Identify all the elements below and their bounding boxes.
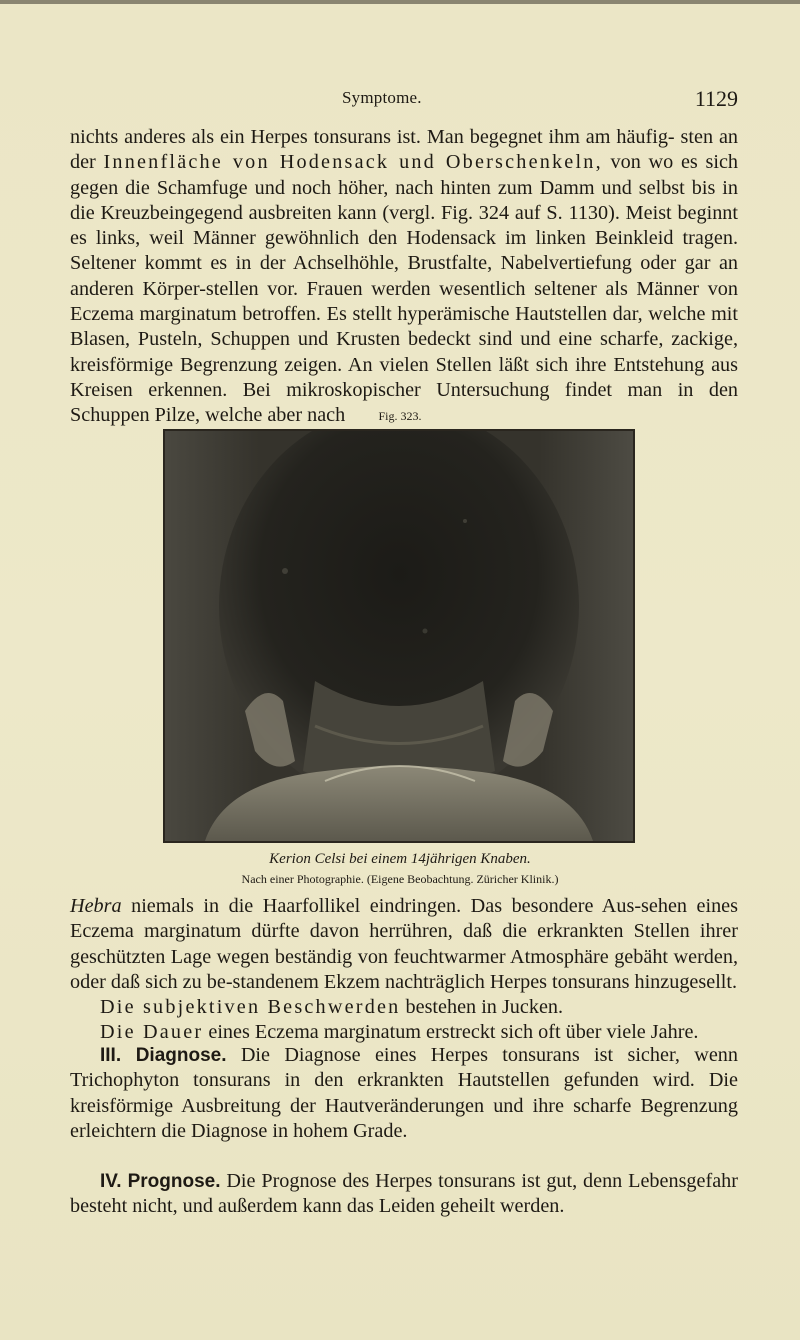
page-number: 1129 [694,86,738,111]
page-top-edge [0,0,800,4]
figure-caption: Kerion Celsi bei einem 14jährigen Knaben. [269,851,531,867]
paragraph-1-line-2-start: sten an der [70,126,739,174]
author-hebra: Hebra [70,895,122,917]
section-heading-prognose: IV. Prognose. [100,1171,221,1192]
photo-back-of-head-image [165,431,633,841]
section-diagnose [70,1043,738,1144]
figure-source: Nach einer Photographie. (Eigene Beobachtung. Züricher Klinik.) [241,872,559,886]
paragraph-1-line-1: nichts anderes als ein Herpes tonsurans ist. Man begegnet ihm am häufig- [70,126,675,148]
page-header [70,88,738,118]
section-prognose [70,1169,738,1220]
prognose-body: Die Prognose des Herpes tonsurans ist gut, denn Lebensgefahr besteht nicht, und außerdem kann das Leiden geheilt werden. [70,1170,738,1218]
paragraph-3 [70,995,738,1020]
paragraph-4 [70,1020,738,1045]
paragraph-2-body: niemals in die Haarfollikel eindringen. Das besondere Aus-sehen eines Eczema marginatum dürfte davon herrühren, daß die erkrankten Stellen ihrer geschützten Lage wegen beständig von feuchtwarmer Atmosphäre gebäht werden, oder daß sich zu be-standenem Ekzem nachträglich Herpes tonsurans hinzugesellt. [70,895,738,993]
paragraph-3-spaced: Die subjektiven Beschwerden [100,996,401,1019]
paragraph-2-group [70,894,738,1046]
figure-photograph [163,429,635,843]
paragraph-1-body: von wo es sich gegen die Schamfuge und noch höher, nach hinten zum Damm und selbst bis in die Kreuzbeingegend ausbreiten kann (vergl. Fig. 324 auf S. 1130). Meist beginnt es links, weil Männer gewöhnlich den Hodensack im linken Beinkleid tragen. Seltener kommt es in der Achselhöhle, Brustfalte, Nabelvertiefung oder gar an anderen Körper-stellen vor. Frauen werden wesentlich seltener als Männer von Eczema marginatum betroffen. Es stellt hyperämische Hautstellen dar, welche mit Blasen, Pusteln, Schuppen und Krusten bedeckt sind und eine scharfe, zackige, kreisförmige Begrenzung zeigen. An vielen Stellen läßt sich ihre Entstehung aus Kreisen erkennen. Bei mikroskopischer Untersuchung findet man in den Schuppen Pilze, welche aber nach [70,151,738,427]
paragraph-1 [70,125,738,429]
paragraph-1-spaced-text: Innenfläche von Hodensack und Oberschenkeln, [103,151,603,174]
paragraph-4-body: eines Eczema marginatum erstreckt sich oft über viele Jahre. [203,1021,699,1044]
section-heading-diagnose: III. Diagnose. [100,1045,227,1066]
paragraph-3-body: bestehen in Jucken. [400,996,564,1019]
diagnose-body: Die Diagnose eines Herpes tonsurans ist sicher, wenn Trichophyton tonsurans in den erkrankten Hautstellen gefunden wird. Die kreisförmige Ausbreitung der Hautveränderungen und ihre scharfe Begrenzung erleichtern die Diagnose in hohem Grade. [70,1044,738,1142]
paragraph-4-spaced: Die Dauer [100,1021,204,1044]
figure-label: Fig. 323. [378,409,422,423]
running-head: Symptome. [342,88,422,107]
